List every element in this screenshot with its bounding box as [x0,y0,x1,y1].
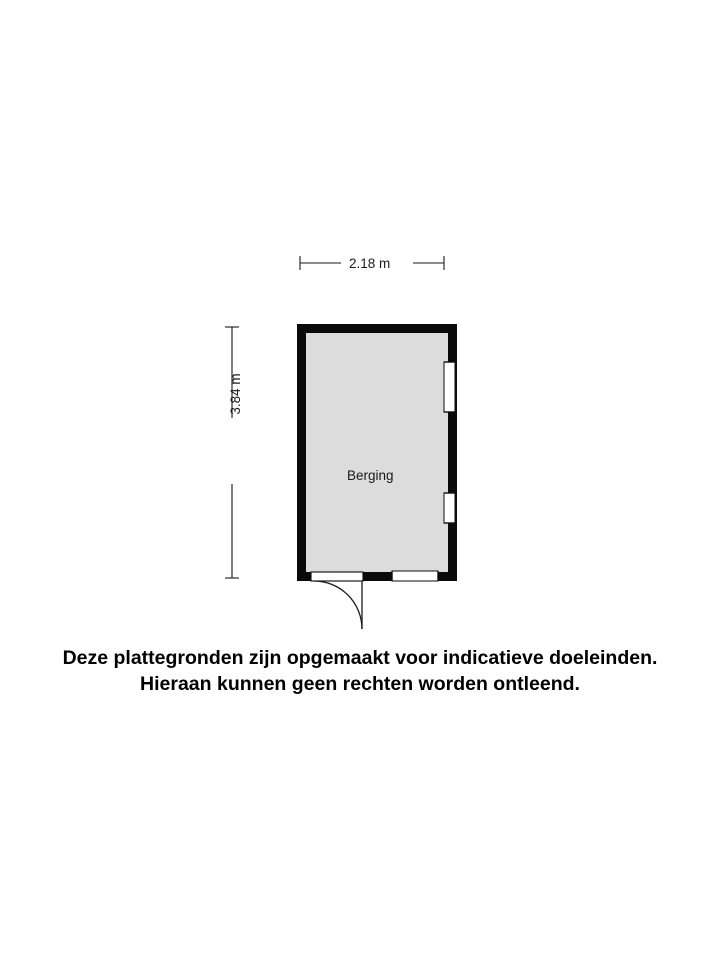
room-label-berging: Berging [347,468,394,483]
room-berging-shape [297,324,457,581]
window-bottom [392,571,438,581]
door-entrance [311,572,363,629]
disclaimer-line-1: Deze plattegronden zijn opgemaakt voor indicatieve doeleinden. [62,647,658,669]
disclaimer-text [0,645,720,698]
dimension-label-depth: 3.84 m [228,373,243,415]
disclaimer-line-2: Hieraan kunnen geen rechten worden ontleend. [140,673,580,696]
window-right-lower [444,493,455,523]
dimension-label-width: 2.18 m [349,256,391,271]
window-right-upper [444,362,455,412]
